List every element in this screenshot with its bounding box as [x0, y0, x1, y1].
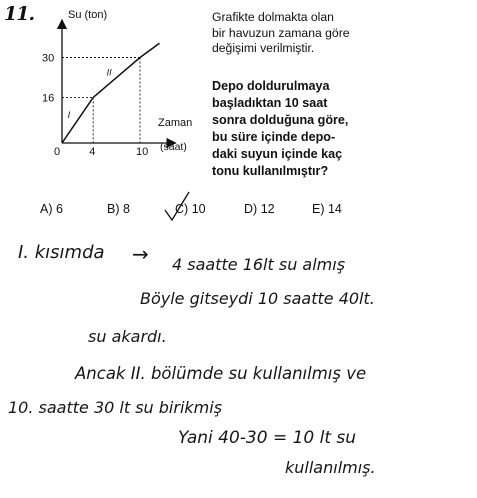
- intro-line: değişimi verilmiştir.: [212, 41, 315, 55]
- question-number: 11.: [4, 3, 35, 25]
- option-a[interactable]: [40, 202, 63, 216]
- hand-line-1a: I. kısımda: [18, 242, 105, 263]
- prompt-line: sonra dolduğuna göre,: [212, 113, 349, 127]
- y-tick-label: 30: [42, 52, 55, 65]
- hand-line-4: Ancak II. bölümde su kullanılmış ve: [75, 364, 367, 383]
- x-tick-label: 4: [89, 146, 96, 158]
- answer-check-mark-icon: [163, 190, 193, 226]
- y-axis-label: Su (ton): [68, 9, 108, 21]
- hand-line-1b: 4 saatte 16lt su almış: [172, 255, 346, 274]
- option-d[interactable]: [244, 202, 275, 216]
- water-time-chart: [0, 0, 210, 160]
- option-letter: E): [312, 202, 325, 216]
- option-b[interactable]: [107, 202, 130, 216]
- option-e[interactable]: [312, 202, 342, 216]
- x-axis-unit: (saat): [160, 141, 187, 153]
- prompt-line: Depo doldurulmaya: [212, 79, 330, 93]
- hand-line-5: 10. saatte 30 lt su birikmiş: [8, 398, 223, 417]
- hand-line-7: kullanılmış.: [285, 458, 376, 477]
- series-line-II: [93, 43, 159, 97]
- option-letter: B): [107, 202, 120, 216]
- hand-line-3: su akardı.: [88, 327, 167, 346]
- x-tick-label: 10: [136, 146, 149, 158]
- prompt-line: başladıktan 10 saat: [212, 96, 328, 110]
- question-intro: [212, 10, 360, 57]
- intro-line: bir havuzun zamana göre: [212, 25, 350, 40]
- x-tick-label: 0: [54, 146, 61, 158]
- hand-arrow-icon: →: [132, 242, 149, 266]
- option-value: 12: [260, 202, 275, 216]
- intro-line: Grafikte dolmakta olan: [212, 10, 334, 24]
- option-value: 6: [55, 202, 63, 216]
- y-tick-label: 16: [42, 92, 55, 105]
- prompt-line: tonu kullanılmıştır?: [212, 164, 329, 178]
- option-value: 10: [191, 202, 206, 216]
- option-letter: C): [175, 202, 189, 216]
- segment-label-II: II: [106, 67, 112, 78]
- option-letter: D): [244, 202, 258, 216]
- option-value: 14: [327, 202, 342, 216]
- x-axis-label: Zaman: [158, 117, 193, 129]
- prompt-line: bu süre içinde depo-: [212, 130, 336, 144]
- prompt-line: daki suyun içinde kaç: [212, 147, 343, 161]
- hand-line-6: Yani 40-30 = 10 lt su: [178, 428, 357, 448]
- option-letter: A): [40, 202, 53, 216]
- segment-label-I: I: [67, 110, 71, 121]
- option-value: 8: [122, 202, 130, 216]
- question-prompt: [212, 78, 362, 180]
- hand-line-2: Böyle gitseydi 10 saatte 40lt.: [140, 289, 375, 308]
